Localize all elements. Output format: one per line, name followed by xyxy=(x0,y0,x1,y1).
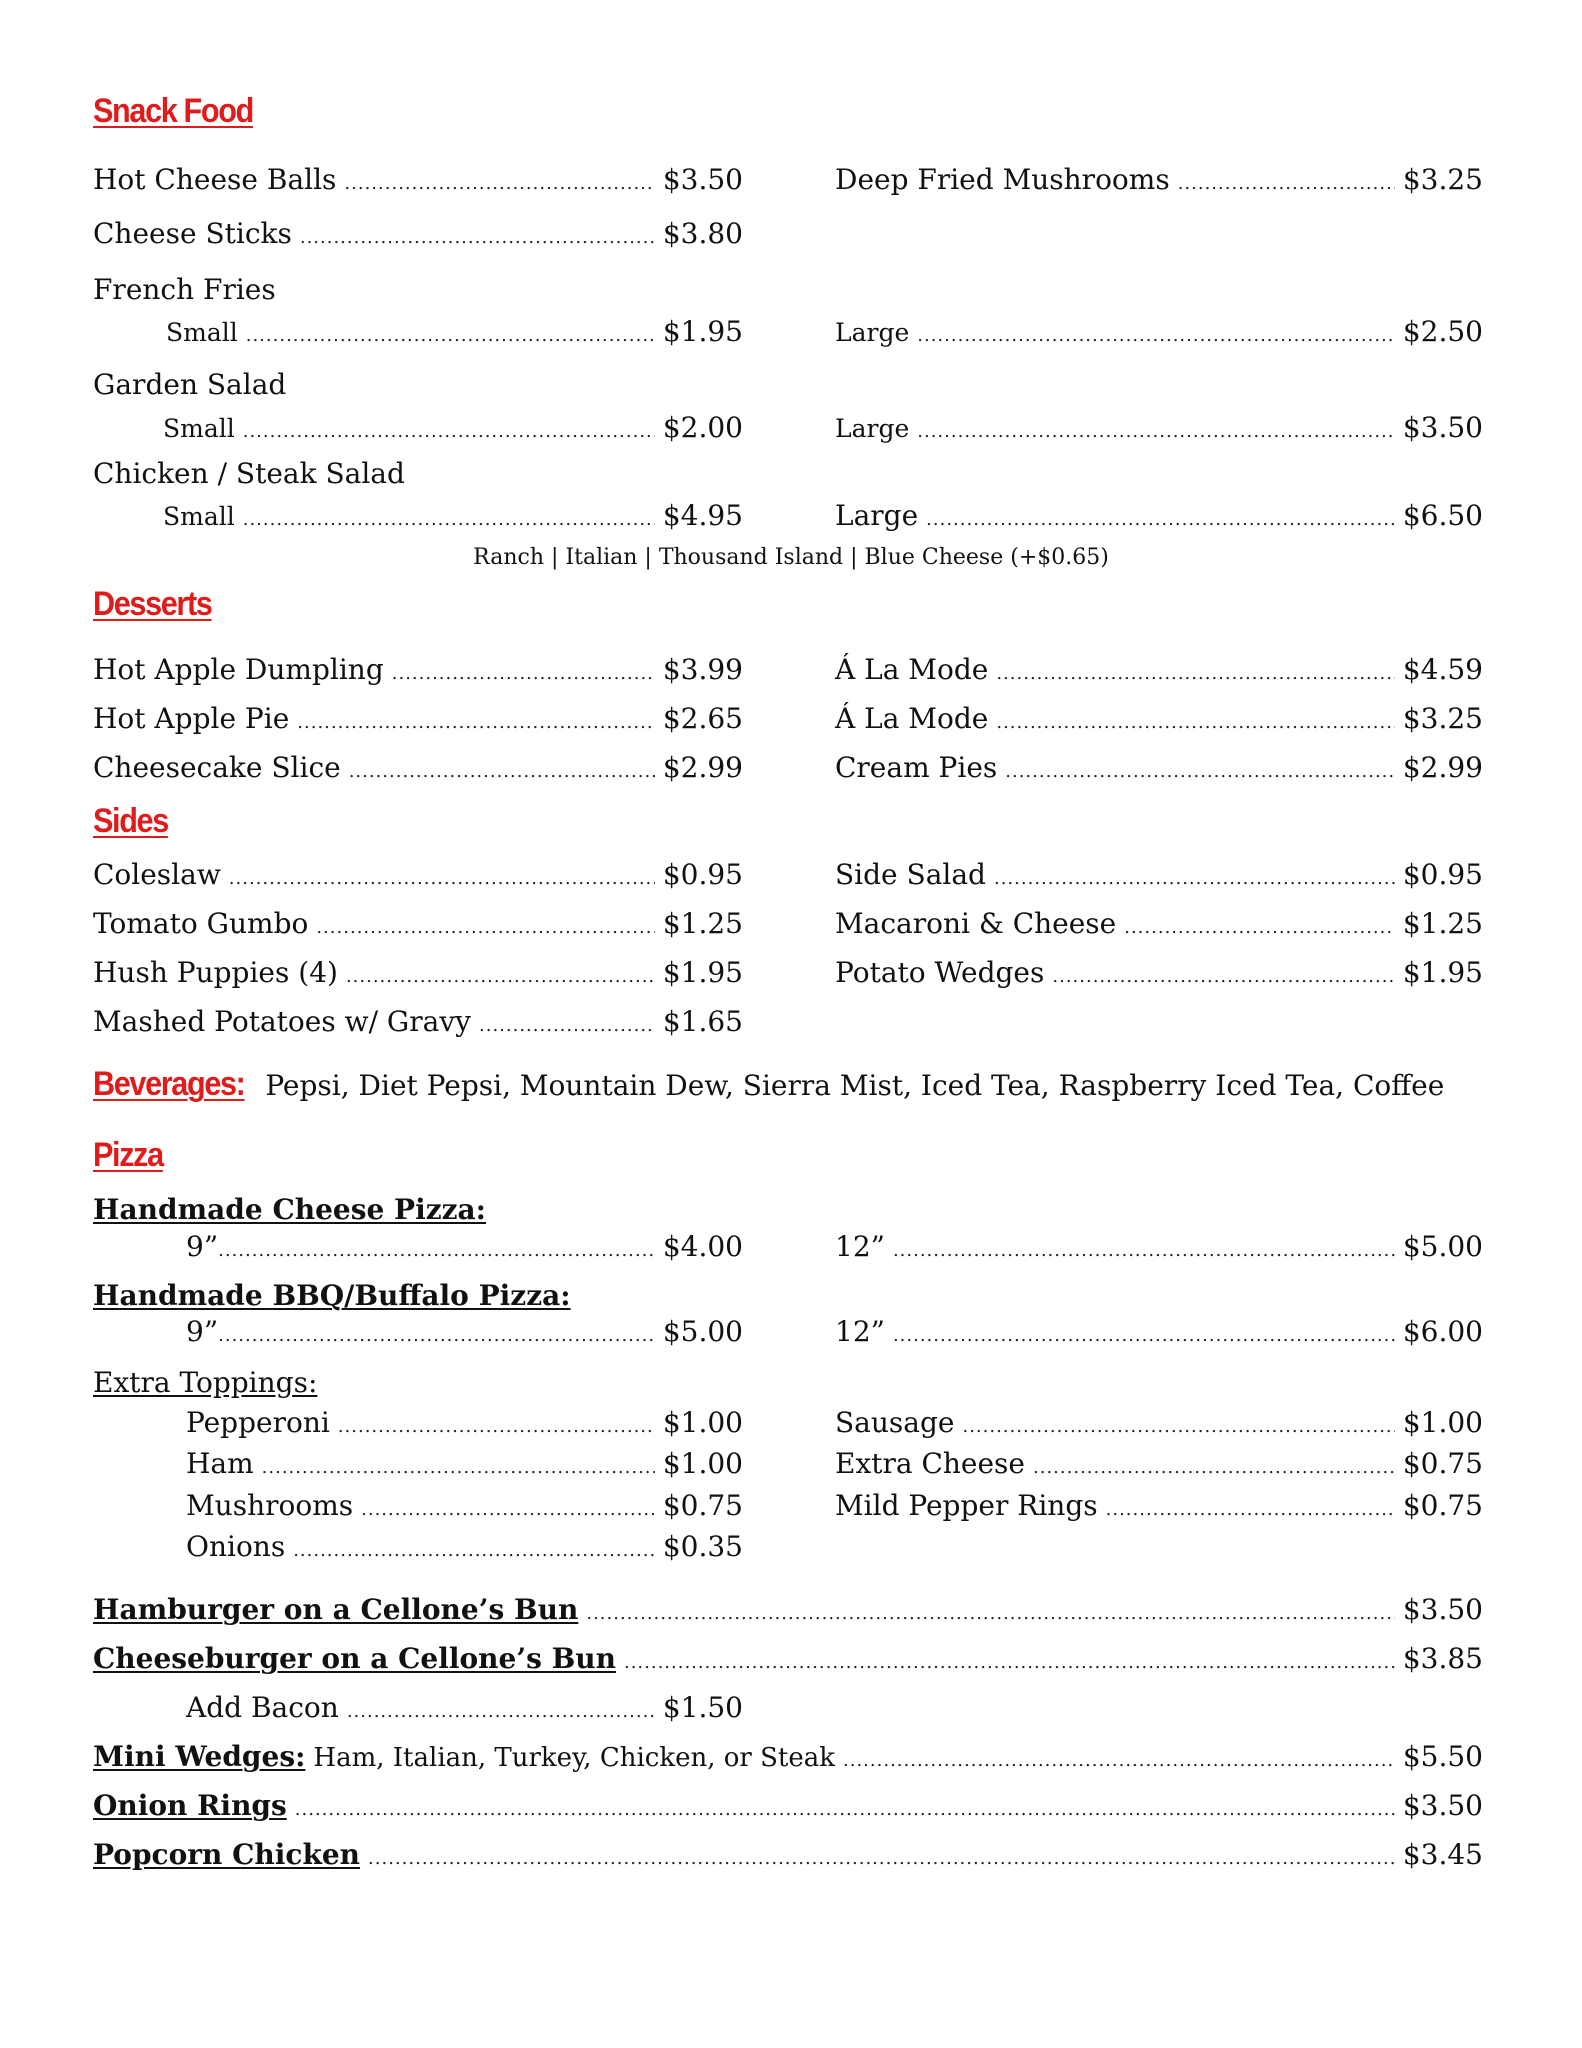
bbq-pizza-9 xyxy=(186,1314,743,1350)
menu-item xyxy=(835,906,1483,942)
topping-item xyxy=(186,1488,743,1524)
dot-leader xyxy=(1124,910,1395,946)
menu-item xyxy=(835,955,1483,991)
item-price: $0.95 xyxy=(1402,858,1483,891)
dot-leader xyxy=(262,1450,655,1486)
item-price: $2.99 xyxy=(662,751,743,784)
item-label: Cheese Sticks xyxy=(93,217,292,250)
menu-item-deep-fried-mushrooms xyxy=(835,162,1483,198)
topping-item xyxy=(835,1488,1483,1524)
menu-item xyxy=(93,857,743,893)
dot-leader xyxy=(893,1318,1395,1354)
item-price: $3.50 xyxy=(1402,1789,1483,1822)
item-price: $3.99 xyxy=(662,653,743,686)
dot-leader xyxy=(917,318,1395,354)
menu-item-cheese-sticks xyxy=(93,216,743,252)
size-label: 9” xyxy=(186,1230,219,1263)
item-price: $1.00 xyxy=(662,1447,743,1480)
item-price: $1.25 xyxy=(1402,907,1483,940)
menu-item xyxy=(93,701,743,737)
dot-leader xyxy=(586,1596,1394,1632)
snack-food-heading: Snack Food xyxy=(93,92,253,130)
size-label: Large xyxy=(835,414,910,443)
dot-leader xyxy=(243,414,655,450)
item-label: Hamburger on a Cellone’s Bun xyxy=(93,1593,579,1626)
dot-leader xyxy=(246,318,655,354)
dot-leader xyxy=(218,1318,655,1354)
item-label: Á La Mode xyxy=(835,702,989,735)
item-label: Hot Apple Dumpling xyxy=(93,653,384,686)
menu-item xyxy=(93,906,743,942)
item-price: $0.75 xyxy=(1402,1489,1483,1522)
item-price: $2.50 xyxy=(1402,315,1483,348)
dot-leader xyxy=(1052,959,1394,995)
cheese-pizza-9 xyxy=(186,1229,743,1265)
menu-item-hamburger xyxy=(93,1592,1483,1628)
menu-item xyxy=(93,750,743,786)
menu-item xyxy=(835,652,1483,688)
dot-leader xyxy=(300,220,655,256)
dot-leader xyxy=(346,959,655,995)
menu-item-onion-rings xyxy=(93,1788,1483,1824)
item-price: $5.00 xyxy=(1402,1230,1483,1263)
item-price: $3.45 xyxy=(1402,1838,1483,1871)
item-label: Cheeseburger on a Cellone’s Bun xyxy=(93,1642,616,1675)
dot-leader xyxy=(996,656,1394,692)
dot-leader xyxy=(344,166,654,202)
dot-leader xyxy=(349,754,655,790)
bbq-pizza-12 xyxy=(835,1314,1483,1350)
dot-leader xyxy=(243,502,655,538)
item-label: Hot Cheese Balls xyxy=(93,163,337,196)
dot-leader xyxy=(479,1008,655,1044)
item-label: Cheesecake Slice xyxy=(93,751,341,784)
garden-salad-small xyxy=(163,410,743,446)
bbq-pizza-label: Handmade BBQ/Buffalo Pizza: xyxy=(93,1279,571,1312)
item-price: $1.65 xyxy=(662,1005,743,1038)
french-fries-large xyxy=(835,314,1483,350)
item-label: Mushrooms xyxy=(186,1489,354,1522)
dot-leader xyxy=(392,656,655,692)
french-fries-small xyxy=(166,314,743,350)
dot-leader xyxy=(1106,1492,1395,1528)
menu-item xyxy=(93,652,743,688)
item-label: Sausage xyxy=(835,1406,955,1439)
size-label: 12” xyxy=(835,1315,885,1348)
item-label: Ham xyxy=(186,1447,254,1480)
topping-item xyxy=(186,1446,743,1482)
item-price: $1.95 xyxy=(662,956,743,989)
item-label: Coleslaw xyxy=(93,858,221,891)
item-price: $0.35 xyxy=(662,1530,743,1563)
dot-leader xyxy=(1033,1450,1395,1486)
dot-leader xyxy=(962,1409,1394,1445)
item-price: $0.75 xyxy=(662,1489,743,1522)
extra-toppings-label: Extra Toppings: xyxy=(93,1366,318,1399)
dot-leader xyxy=(996,705,1394,741)
garden-salad-label: Garden Salad xyxy=(93,368,287,401)
item-price: $5.00 xyxy=(662,1315,743,1348)
item-label: Potato Wedges xyxy=(835,956,1045,989)
size-label: 12” xyxy=(835,1230,885,1263)
dot-leader xyxy=(926,502,1395,538)
item-description: Ham, Italian, Turkey, Chicken, or Steak xyxy=(313,1743,836,1773)
cheese-pizza-12 xyxy=(835,1229,1483,1265)
menu-item-mini-wedges xyxy=(93,1739,1483,1775)
item-price: $1.95 xyxy=(662,315,743,348)
item-price: $2.00 xyxy=(662,411,743,444)
item-price: $1.95 xyxy=(1402,956,1483,989)
dot-leader xyxy=(994,861,1395,897)
item-label: Mashed Potatoes w/ Gravy xyxy=(93,1005,471,1038)
item-price: $3.80 xyxy=(662,217,743,250)
menu-item-hot-cheese-balls xyxy=(93,162,743,198)
item-price: $6.50 xyxy=(1402,499,1483,532)
menu-item-cheeseburger xyxy=(93,1641,1483,1677)
menu-item xyxy=(835,701,1483,737)
size-label: Small xyxy=(163,414,235,443)
size-label: Small xyxy=(163,502,235,531)
size-label: 9” xyxy=(186,1315,219,1348)
item-label: Onions xyxy=(186,1530,286,1563)
chicken-steak-salad-small xyxy=(163,498,743,534)
item-price: $4.00 xyxy=(662,1230,743,1263)
menu-item xyxy=(93,1004,743,1040)
item-price: $3.50 xyxy=(1402,1593,1483,1626)
item-label: Deep Fried Mushrooms xyxy=(835,163,1170,196)
chicken-steak-salad-large xyxy=(835,498,1483,534)
menu-item-popcorn-chicken xyxy=(93,1837,1483,1873)
topping-item xyxy=(835,1405,1483,1441)
dressing-options: Ranch | Italian | Thousand Island | Blue Cheese (+$0.65) xyxy=(473,545,1109,570)
topping-item xyxy=(186,1405,743,1441)
topping-item xyxy=(186,1529,743,1565)
item-price: $3.25 xyxy=(1402,163,1483,196)
size-label: Large xyxy=(835,499,919,532)
menu-item xyxy=(835,750,1483,786)
french-fries-label: French Fries xyxy=(93,273,276,306)
item-price: $1.00 xyxy=(662,1406,743,1439)
size-label: Large xyxy=(835,318,910,347)
item-label: Á La Mode xyxy=(835,653,989,686)
dot-leader xyxy=(297,705,655,741)
item-price: $4.95 xyxy=(662,499,743,532)
dot-leader xyxy=(361,1492,655,1528)
dot-leader xyxy=(316,910,654,946)
dot-leader xyxy=(338,1409,655,1445)
dot-leader xyxy=(1005,754,1395,790)
dot-leader xyxy=(917,414,1395,450)
beverages-heading: Beverages: xyxy=(93,1065,245,1103)
cheese-pizza-label: Handmade Cheese Pizza: xyxy=(93,1193,487,1226)
item-price: $3.85 xyxy=(1402,1642,1483,1675)
item-label: Hush Puppies (4) xyxy=(93,956,338,989)
garden-salad-large xyxy=(835,410,1483,446)
item-label: Add Bacon xyxy=(186,1691,339,1724)
dot-leader xyxy=(893,1233,1395,1269)
item-label: Hot Apple Pie xyxy=(93,702,290,735)
topping-item xyxy=(835,1446,1483,1482)
beverages-list: Pepsi, Diet Pepsi, Mountain Dew, Sierra Mist, Iced Tea, Raspberry Iced Tea, Coffee xyxy=(265,1069,1445,1102)
desserts-heading: Desserts xyxy=(93,585,212,623)
item-price: $6.00 xyxy=(1402,1315,1483,1348)
item-label: Extra Cheese xyxy=(835,1447,1025,1480)
item-price: $3.50 xyxy=(662,163,743,196)
chicken-steak-salad-label: Chicken / Steak Salad xyxy=(93,457,405,490)
dot-leader xyxy=(293,1533,655,1569)
dot-leader xyxy=(624,1645,1395,1681)
item-price: $0.75 xyxy=(1402,1447,1483,1480)
item-label: Popcorn Chicken xyxy=(93,1838,361,1871)
item-label: Onion Rings xyxy=(93,1789,287,1822)
item-label: Mild Pepper Rings xyxy=(835,1489,1098,1522)
item-price: $2.99 xyxy=(1402,751,1483,784)
item-price: $2.65 xyxy=(662,702,743,735)
item-price: $3.50 xyxy=(1402,411,1483,444)
item-label: Macaroni & Cheese xyxy=(835,907,1117,940)
item-price: $1.00 xyxy=(1402,1406,1483,1439)
item-label: Side Salad xyxy=(835,858,986,891)
dot-leader xyxy=(368,1841,1395,1877)
item-price: $0.95 xyxy=(662,858,743,891)
beverages-line xyxy=(93,1065,1444,1104)
item-price: $5.50 xyxy=(1402,1740,1483,1773)
item-price: $1.50 xyxy=(662,1691,743,1724)
menu-item-add-bacon xyxy=(186,1690,743,1726)
item-label: Cream Pies xyxy=(835,751,998,784)
menu-item xyxy=(93,955,743,991)
item-price: $4.59 xyxy=(1402,653,1483,686)
dot-leader xyxy=(843,1743,1395,1779)
menu-item xyxy=(835,857,1483,893)
item-price: $3.25 xyxy=(1402,702,1483,735)
pizza-heading: Pizza xyxy=(93,1136,163,1174)
item-label: Pepperoni xyxy=(186,1406,330,1439)
size-label: Small xyxy=(166,318,238,347)
dot-leader xyxy=(229,861,655,897)
item-label: Tomato Gumbo xyxy=(93,907,309,940)
item-label: Mini Wedges: xyxy=(93,1740,306,1773)
item-price: $1.25 xyxy=(662,907,743,940)
dot-leader xyxy=(347,1694,655,1730)
dot-leader xyxy=(1178,166,1395,202)
dot-leader xyxy=(218,1233,655,1269)
dot-leader xyxy=(295,1792,1395,1828)
sides-heading: Sides xyxy=(93,802,168,840)
